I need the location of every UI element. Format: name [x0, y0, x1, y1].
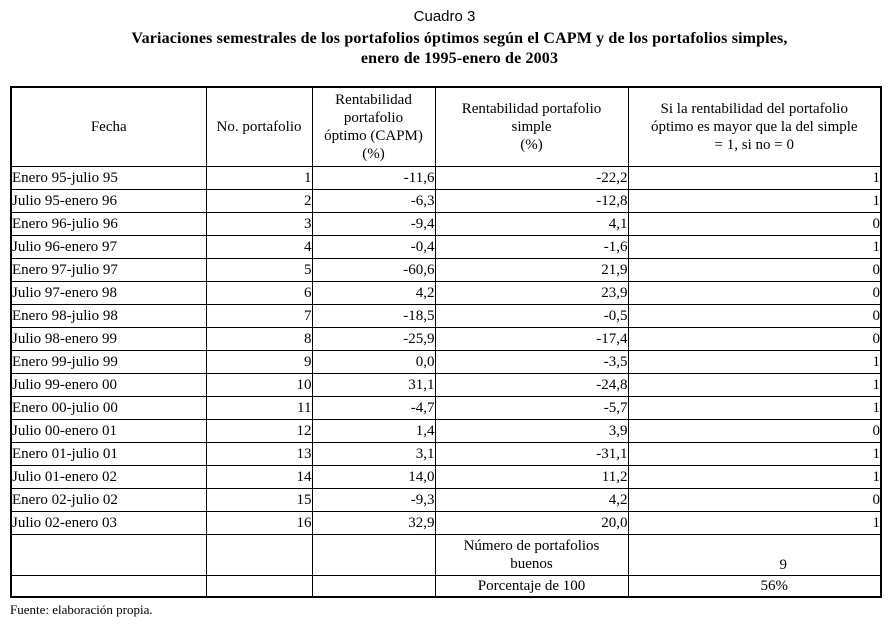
cell-simple: 11,2: [435, 466, 628, 489]
table-row: [11, 213, 881, 236]
summary-good-label-line: buenos: [510, 556, 553, 572]
cell-fecha: Enero 96-julio 96: [11, 213, 206, 236]
cell-simple: -24,8: [435, 374, 628, 397]
cell-fecha: Julio 02-enero 03: [11, 512, 206, 535]
table-row: [11, 489, 881, 512]
cell-simple: -31,1: [435, 443, 628, 466]
cell-simple: 23,9: [435, 282, 628, 305]
summary-empty-cell: [11, 535, 206, 576]
cell-flag: 1: [628, 190, 881, 213]
cell-capm: -4,7: [312, 397, 435, 420]
table-row: [11, 236, 881, 259]
cell-no-portafolio: 3: [206, 213, 312, 236]
header-fecha-label: Fecha: [90, 119, 127, 135]
header-simple: [435, 87, 628, 167]
table-row: [11, 443, 881, 466]
header-fecha: [11, 87, 206, 167]
cell-fecha: Enero 95-julio 95: [11, 167, 206, 190]
summary-empty-cell: [11, 576, 206, 598]
header-row: [11, 87, 881, 167]
cell-capm: 4,2: [312, 282, 435, 305]
cell-fecha: Enero 02-julio 02: [11, 489, 206, 512]
table-row: [11, 420, 881, 443]
cell-no-portafolio: 10: [206, 374, 312, 397]
cell-capm: -9,4: [312, 213, 435, 236]
header-no-portafolio: [206, 87, 312, 167]
summary-empty-cell: [206, 576, 312, 598]
cell-no-portafolio: 8: [206, 328, 312, 351]
cell-no-portafolio: 4: [206, 236, 312, 259]
cell-capm: -25,9: [312, 328, 435, 351]
header-capm-line: óptimo (CAPM): [324, 128, 423, 144]
header-flag-line: óptimo es mayor que la del simple: [650, 119, 858, 135]
cell-simple: -22,2: [435, 167, 628, 190]
cell-fecha: Enero 97-julio 97: [11, 259, 206, 282]
cell-fecha: Enero 98-julio 98: [11, 305, 206, 328]
cell-capm: -11,6: [312, 167, 435, 190]
header-capm: [312, 87, 435, 167]
cell-simple: -5,7: [435, 397, 628, 420]
cell-capm: 14,0: [312, 466, 435, 489]
header-no-portafolio-label: No. portafolio: [216, 119, 302, 135]
cell-capm: -0,4: [312, 236, 435, 259]
cell-flag: 0: [628, 213, 881, 236]
cell-fecha: Julio 96-enero 97: [11, 236, 206, 259]
summary-pct-value: 56%: [628, 576, 881, 598]
cell-simple: 4,2: [435, 489, 628, 512]
header-flag: [628, 87, 881, 167]
cell-fecha: Enero 00-julio 00: [11, 397, 206, 420]
table-row: [11, 397, 881, 420]
cell-no-portafolio: 6: [206, 282, 312, 305]
cell-capm: 1,4: [312, 420, 435, 443]
header-flag-line: Si la rentabilidad del portafolio: [660, 101, 848, 117]
cell-no-portafolio: 14: [206, 466, 312, 489]
cell-flag: 1: [628, 374, 881, 397]
summary-empty-cell: [206, 535, 312, 576]
cell-flag: 1: [628, 167, 881, 190]
table-row: [11, 190, 881, 213]
cell-flag: 0: [628, 259, 881, 282]
header-simple-line: Rentabilidad portafolio: [461, 101, 602, 117]
cell-no-portafolio: 5: [206, 259, 312, 282]
cell-no-portafolio: 16: [206, 512, 312, 535]
table-row: [11, 512, 881, 535]
summary-row-percentage: [11, 576, 881, 598]
table-row: [11, 259, 881, 282]
cell-capm: -60,6: [312, 259, 435, 282]
cell-simple: -0,5: [435, 305, 628, 328]
cell-no-portafolio: 15: [206, 489, 312, 512]
header-simple-line: (%): [520, 137, 543, 153]
cell-no-portafolio: 2: [206, 190, 312, 213]
title-line-2: enero de 1995-enero de 2003: [360, 50, 559, 67]
cell-flag: 1: [628, 443, 881, 466]
table-row: [11, 167, 881, 190]
cell-capm: -9,3: [312, 489, 435, 512]
cell-simple: 4,1: [435, 213, 628, 236]
table-row: [11, 328, 881, 351]
table-body: [11, 167, 881, 535]
header-capm-line: Rentabilidad: [335, 92, 412, 108]
cell-simple: -12,8: [435, 190, 628, 213]
cell-simple: -3,5: [435, 351, 628, 374]
cell-no-portafolio: 12: [206, 420, 312, 443]
cell-fecha: Enero 99-julio 99: [11, 351, 206, 374]
cell-no-portafolio: 9: [206, 351, 312, 374]
header-flag-line: = 1, si no = 0: [714, 137, 794, 153]
header-capm-line: (%): [362, 146, 385, 162]
table-row: [11, 305, 881, 328]
table-row: [11, 282, 881, 305]
cell-no-portafolio: 7: [206, 305, 312, 328]
title-line-1: Variaciones semestrales de los portafolios óptimos según el CAPM y de los portafolios simples,: [131, 30, 788, 47]
cell-simple: -1,6: [435, 236, 628, 259]
cell-flag: 1: [628, 512, 881, 535]
source-note: Fuente: elaboración propia.: [10, 602, 153, 617]
cell-fecha: Julio 98-enero 99: [11, 328, 206, 351]
table-title: [60, 29, 859, 69]
table-row: [11, 351, 881, 374]
cell-fecha: Julio 00-enero 01: [11, 420, 206, 443]
summary-row-good: [11, 535, 881, 576]
cell-flag: 1: [628, 466, 881, 489]
header-simple-line: simple: [511, 119, 552, 135]
cell-flag: 0: [628, 305, 881, 328]
table-row: [11, 374, 881, 397]
cell-fecha: Enero 01-julio 01: [11, 443, 206, 466]
cell-simple: 3,9: [435, 420, 628, 443]
summary-good-label-line: Número de portafolios: [463, 538, 600, 554]
cell-fecha: Julio 95-enero 96: [11, 190, 206, 213]
summary-empty-cell: [312, 535, 435, 576]
summary-empty-cell: [312, 576, 435, 598]
cell-capm: 32,9: [312, 512, 435, 535]
cell-flag: 0: [628, 328, 881, 351]
cell-flag: 0: [628, 420, 881, 443]
cell-flag: 1: [628, 351, 881, 374]
cell-flag: 0: [628, 282, 881, 305]
table-row: [11, 466, 881, 489]
cell-capm: 3,1: [312, 443, 435, 466]
cell-fecha: Julio 01-enero 02: [11, 466, 206, 489]
cell-flag: 1: [628, 397, 881, 420]
summary-good-label: [435, 535, 628, 576]
cell-no-portafolio: 13: [206, 443, 312, 466]
cell-simple: -17,4: [435, 328, 628, 351]
cell-no-portafolio: 11: [206, 397, 312, 420]
cell-simple: 20,0: [435, 512, 628, 535]
cell-capm: 31,1: [312, 374, 435, 397]
cell-capm: -6,3: [312, 190, 435, 213]
portfolio-table: [10, 86, 882, 598]
cell-flag: 1: [628, 236, 881, 259]
table-caption: Cuadro 3: [413, 8, 476, 25]
cell-no-portafolio: 1: [206, 167, 312, 190]
cell-capm: 0,0: [312, 351, 435, 374]
cell-capm: -18,5: [312, 305, 435, 328]
summary-pct-label: Porcentaje de 100: [435, 576, 628, 598]
cell-fecha: Julio 99-enero 00: [11, 374, 206, 397]
cell-fecha: Julio 97-enero 98: [11, 282, 206, 305]
summary-good-value: 9: [628, 535, 881, 576]
header-capm-line: portafolio: [343, 110, 404, 126]
cell-simple: 21,9: [435, 259, 628, 282]
cell-flag: 0: [628, 489, 881, 512]
